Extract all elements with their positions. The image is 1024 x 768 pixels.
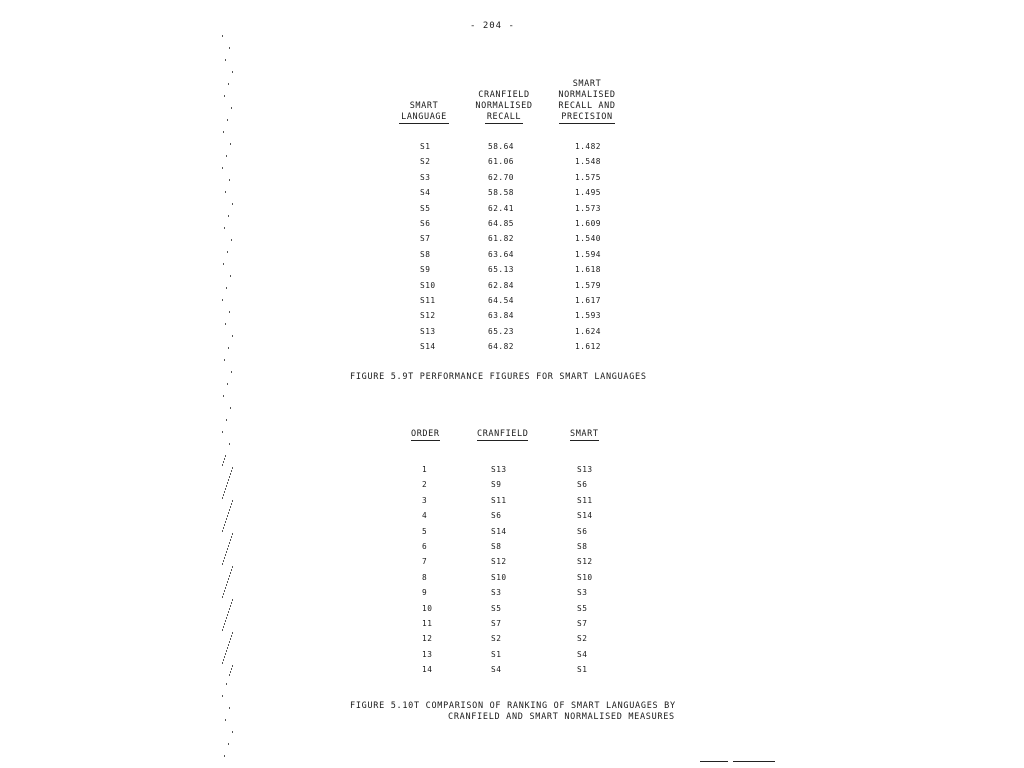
scan-speck (223, 626, 224, 628)
table1-header-smart: SMART NORMALISED RECALL AND PRECISION (558, 79, 616, 122)
scan-speck (225, 455, 226, 457)
scan-speck (224, 491, 225, 493)
table2-cell-cranfield: S6 (491, 511, 502, 520)
table2-cell-order: 6 (422, 542, 428, 551)
scan-speck (222, 530, 223, 532)
scan-speck (222, 167, 223, 169)
scan-speck (229, 707, 230, 709)
scan-speck (228, 347, 229, 349)
scan-speck (225, 554, 226, 556)
table1-cell-smart: 1.612 (575, 342, 601, 351)
table1-cell-language: S12 (420, 311, 436, 320)
scan-speck (231, 503, 232, 505)
table1-cell-cranfield: 58.58 (488, 188, 514, 197)
table1-cell-cranfield: 64.82 (488, 342, 514, 351)
scan-speck (223, 461, 224, 463)
table2-cell-smart: S4 (577, 650, 588, 659)
table2-cell-order: 13 (422, 650, 433, 659)
table2-cell-order: 8 (422, 573, 428, 582)
table2-cell-cranfield: S9 (491, 480, 502, 489)
table1-header-cranfield: CRANFIELD NORMALISED RECALL (475, 90, 533, 122)
table2-cell-cranfield: S13 (491, 465, 507, 474)
table2-cell-cranfield: S14 (491, 527, 507, 536)
scan-speck (224, 458, 225, 460)
table2-cell-cranfield: S3 (491, 588, 502, 597)
scan-speck (232, 566, 233, 568)
scan-speck (223, 494, 224, 496)
table1-cell-language: S11 (420, 296, 436, 305)
scan-speck (232, 731, 233, 733)
table2-cell-cranfield: S12 (491, 557, 507, 566)
binding-margin-artifact (222, 35, 236, 765)
scan-speck (230, 539, 231, 541)
table2-header-cranfield: CRANFIELD (477, 429, 529, 439)
footer-rule-right (733, 761, 775, 762)
scan-speck (225, 323, 226, 325)
scan-speck (229, 509, 230, 511)
table2-cell-smart: S3 (577, 588, 588, 597)
scan-speck (229, 641, 230, 643)
scan-speck (230, 506, 231, 508)
footer-rule-left (700, 761, 728, 762)
scan-speck (232, 203, 233, 205)
scan-speck (223, 263, 224, 265)
table1-cell-smart: 1.594 (575, 250, 601, 259)
table2-cell-order: 9 (422, 588, 428, 597)
scan-speck (222, 431, 223, 433)
scan-speck (230, 671, 231, 673)
scan-speck (227, 614, 228, 616)
scan-speck (227, 581, 228, 583)
scan-speck (232, 599, 233, 601)
scan-speck (224, 95, 225, 97)
scan-speck (232, 500, 233, 502)
table2-cell-smart: S12 (577, 557, 593, 566)
scan-speck (231, 602, 232, 604)
table2-caption-line2: CRANFIELD AND SMART NORMALISED MEASURES (448, 712, 675, 722)
scan-speck (229, 443, 230, 445)
table2-header-smart: SMART (570, 429, 599, 439)
table1-cell-cranfield: 62.84 (488, 281, 514, 290)
scan-speck (224, 359, 225, 361)
table1-cell-language: S3 (420, 173, 431, 182)
table1-cell-smart: 1.579 (575, 281, 601, 290)
scan-speck (223, 593, 224, 595)
scan-speck (226, 683, 227, 685)
scan-speck (231, 569, 232, 571)
scan-speck (224, 755, 225, 757)
scan-speck (224, 524, 225, 526)
table1-cell-language: S6 (420, 219, 431, 228)
table1-cell-cranfield: 62.41 (488, 204, 514, 213)
table2-cell-order: 2 (422, 480, 428, 489)
scan-speck (230, 275, 231, 277)
table1-cell-language: S14 (420, 342, 436, 351)
scan-speck (231, 371, 232, 373)
scan-speck (226, 617, 227, 619)
scan-speck (222, 35, 223, 37)
table1-cell-smart: 1.618 (575, 265, 601, 274)
table2-cell-smart: S8 (577, 542, 588, 551)
scan-speck (222, 629, 223, 631)
table1-cell-language: S1 (420, 142, 431, 151)
table1-cell-cranfield: 65.23 (488, 327, 514, 336)
scan-speck (227, 251, 228, 253)
table2-cell-smart: S13 (577, 465, 593, 474)
scan-speck (232, 632, 233, 634)
table2-cell-order: 4 (422, 511, 428, 520)
table1-cell-smart: 1.548 (575, 157, 601, 166)
table2-cell-order: 14 (422, 665, 433, 674)
scan-speck (230, 407, 231, 409)
scan-speck (230, 605, 231, 607)
table1-cell-smart: 1.573 (575, 204, 601, 213)
scan-speck (228, 215, 229, 217)
table1-cell-smart: 1.540 (575, 234, 601, 243)
scan-speck (231, 668, 232, 670)
scan-speck (227, 515, 228, 517)
table1-cell-cranfield: 64.85 (488, 219, 514, 228)
table2-cell-cranfield: S11 (491, 496, 507, 505)
table2-cell-cranfield: S10 (491, 573, 507, 582)
table1-cell-cranfield: 61.82 (488, 234, 514, 243)
scan-speck (223, 560, 224, 562)
scan-speck (229, 179, 230, 181)
scan-speck (222, 662, 223, 664)
table1-cell-cranfield: 62.70 (488, 173, 514, 182)
scan-speck (225, 488, 226, 490)
scan-speck (225, 653, 226, 655)
table1-cell-cranfield: 64.54 (488, 296, 514, 305)
table2-cell-cranfield: S1 (491, 650, 502, 659)
scan-speck (229, 476, 230, 478)
scan-speck (225, 59, 226, 61)
scan-speck (230, 473, 231, 475)
table1-cell-language: S4 (420, 188, 431, 197)
table2-cell-order: 10 (422, 604, 433, 613)
table2-cell-smart: S6 (577, 480, 588, 489)
table2-cell-smart: S6 (577, 527, 588, 536)
scan-speck (231, 470, 232, 472)
table2-cell-cranfield: S7 (491, 619, 502, 628)
scan-speck (228, 578, 229, 580)
scan-speck (222, 695, 223, 697)
table1-cell-language: S8 (420, 250, 431, 259)
table2-cell-order: 1 (422, 465, 428, 474)
scan-speck (223, 395, 224, 397)
scan-speck (230, 638, 231, 640)
scan-speck (222, 299, 223, 301)
scan-speck (228, 479, 229, 481)
scan-speck (223, 131, 224, 133)
scan-speck (226, 551, 227, 553)
scan-speck (226, 518, 227, 520)
scan-speck (226, 155, 227, 157)
scan-speck (228, 545, 229, 547)
table1-cell-language: S2 (420, 157, 431, 166)
table2-cell-smart: S14 (577, 511, 593, 520)
scan-speck (232, 467, 233, 469)
table2-cell-smart: S7 (577, 619, 588, 628)
scan-speck (225, 521, 226, 523)
scan-speck (230, 143, 231, 145)
table1-cell-language: S7 (420, 234, 431, 243)
table1-header-language: SMART LANGUAGE (401, 101, 447, 122)
scan-speck (231, 635, 232, 637)
table1-cell-smart: 1.482 (575, 142, 601, 151)
table2-cell-cranfield: S4 (491, 665, 502, 674)
scan-speck (223, 659, 224, 661)
scan-speck (228, 512, 229, 514)
scan-speck (229, 674, 230, 676)
scan-speck (229, 47, 230, 49)
scan-speck (224, 590, 225, 592)
table1-cell-cranfield: 63.84 (488, 311, 514, 320)
scan-speck (226, 287, 227, 289)
table1-cell-smart: 1.593 (575, 311, 601, 320)
scan-speck (230, 572, 231, 574)
scan-speck (231, 536, 232, 538)
scan-speck (226, 584, 227, 586)
table2-caption-line1: FIGURE 5.10T COMPARISON OF RANKING OF SMART LANGUAGES BY (350, 701, 676, 711)
scan-speck (225, 587, 226, 589)
table1-cell-cranfield: 61.06 (488, 157, 514, 166)
table2-cell-cranfield: S2 (491, 634, 502, 643)
table2-cell-smart: S1 (577, 665, 588, 674)
table2-cell-order: 11 (422, 619, 433, 628)
scan-speck (226, 650, 227, 652)
table1-cell-language: S10 (420, 281, 436, 290)
scan-speck (228, 83, 229, 85)
scan-speck (224, 656, 225, 658)
scan-speck (226, 419, 227, 421)
scan-speck (232, 71, 233, 73)
scan-speck (229, 542, 230, 544)
table1-cell-language: S5 (420, 204, 431, 213)
table1-cell-cranfield: 63.64 (488, 250, 514, 259)
scan-speck (226, 485, 227, 487)
scan-speck (227, 119, 228, 121)
table1-cell-smart: 1.609 (575, 219, 601, 228)
scan-speck (225, 620, 226, 622)
table1-cell-smart: 1.495 (575, 188, 601, 197)
scan-speck (224, 623, 225, 625)
scan-speck (224, 557, 225, 559)
table2-cell-order: 5 (422, 527, 428, 536)
scan-speck (229, 311, 230, 313)
scan-speck (229, 575, 230, 577)
table1-caption: FIGURE 5.9T PERFORMANCE FIGURES FOR SMART LANGUAGES (350, 372, 647, 382)
scan-speck (228, 743, 229, 745)
table2-cell-order: 12 (422, 634, 433, 643)
scan-speck (222, 563, 223, 565)
scan-speck (223, 527, 224, 529)
table1-cell-smart: 1.575 (575, 173, 601, 182)
page-number: - 204 - (470, 21, 515, 31)
scan-speck (232, 665, 233, 667)
table2-cell-smart: S2 (577, 634, 588, 643)
scan-speck (222, 464, 223, 466)
scan-speck (225, 719, 226, 721)
table2-cell-order: 7 (422, 557, 428, 566)
scan-speck (227, 548, 228, 550)
table2-cell-smart: S11 (577, 496, 593, 505)
scan-speck (232, 533, 233, 535)
table2-cell-cranfield: S5 (491, 604, 502, 613)
scan-speck (222, 497, 223, 499)
scan-speck (225, 191, 226, 193)
table2-header-order: ORDER (411, 429, 440, 439)
scan-speck (227, 482, 228, 484)
scan-speck (231, 239, 232, 241)
scan-speck (228, 644, 229, 646)
scan-speck (227, 383, 228, 385)
table1-cell-language: S13 (420, 327, 436, 336)
table2-cell-smart: S5 (577, 604, 588, 613)
table1-cell-smart: 1.624 (575, 327, 601, 336)
scan-speck (224, 227, 225, 229)
table2-cell-order: 3 (422, 496, 428, 505)
table1-cell-cranfield: 65.13 (488, 265, 514, 274)
scan-speck (232, 335, 233, 337)
scan-speck (231, 107, 232, 109)
table2-cell-cranfield: S8 (491, 542, 502, 551)
scan-speck (222, 596, 223, 598)
table1-cell-language: S9 (420, 265, 431, 274)
scan-speck (228, 611, 229, 613)
table1-cell-cranfield: 58.64 (488, 142, 514, 151)
table2-cell-smart: S10 (577, 573, 593, 582)
scan-speck (229, 608, 230, 610)
scan-speck (227, 647, 228, 649)
table1-cell-smart: 1.617 (575, 296, 601, 305)
